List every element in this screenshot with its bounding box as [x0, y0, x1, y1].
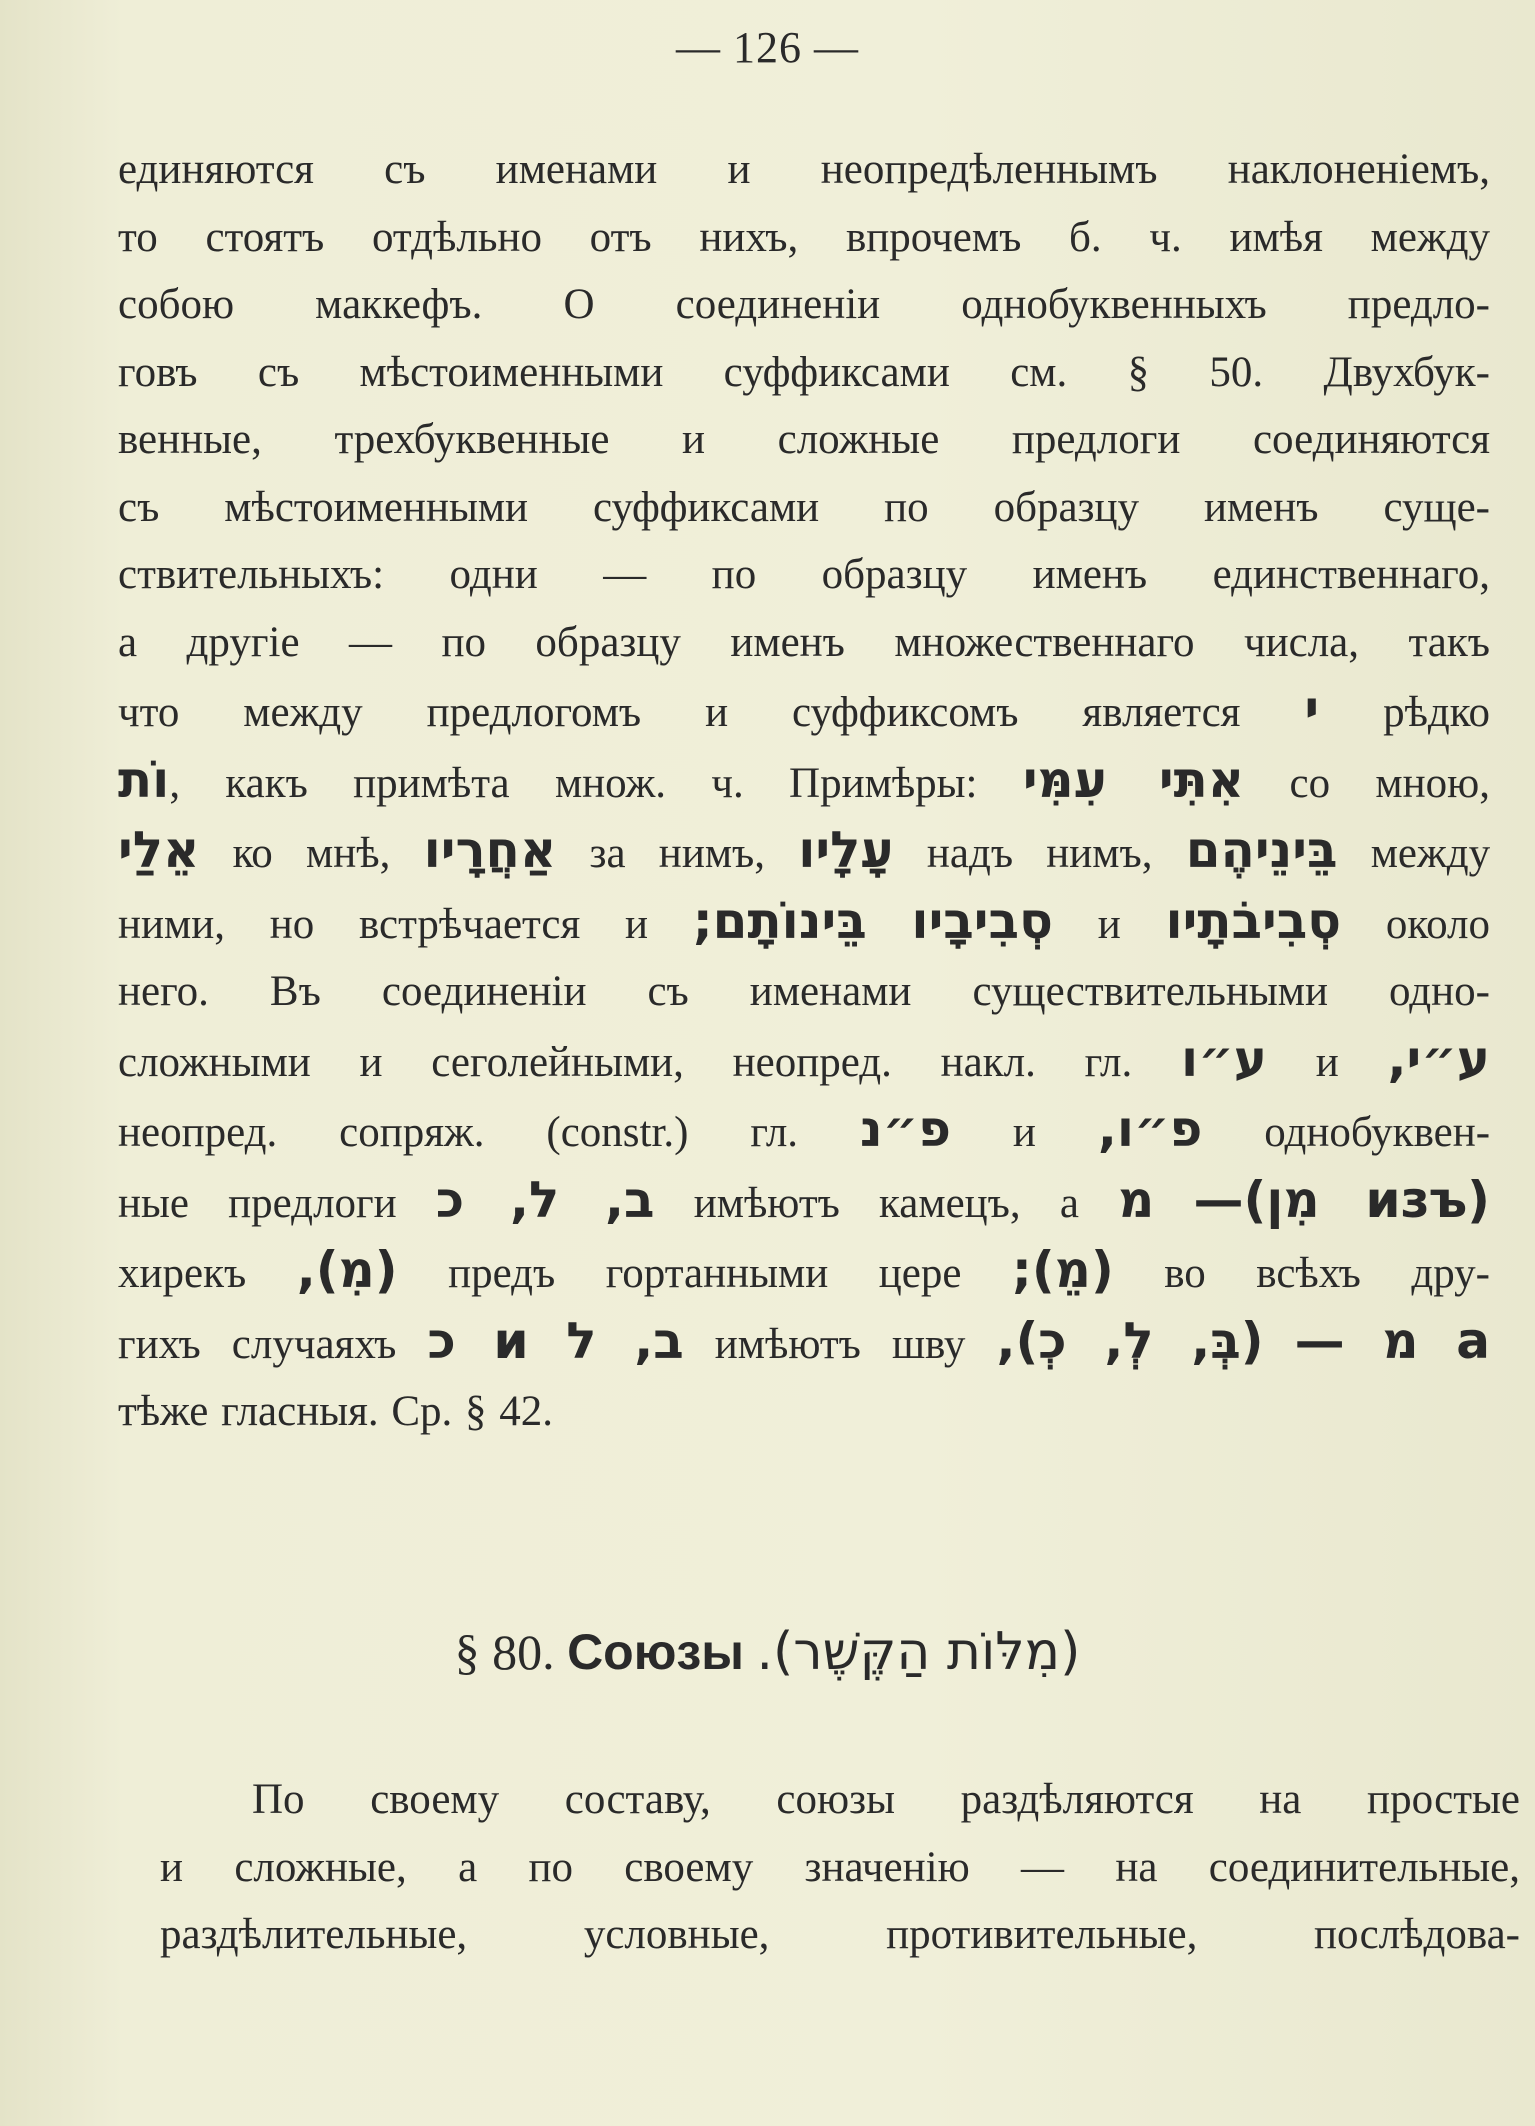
hebrew-min: (изъ מִן)— — [1193, 1170, 1491, 1229]
text-fragment: за нимъ, — [589, 830, 766, 877]
text-fragment: около — [1385, 900, 1490, 948]
text-line: ствительныхъ: одни — по образцу именъ единственнаго, — [118, 551, 1490, 598]
text-fragment: рѣдко — [1383, 689, 1490, 736]
text-fragment: гихъ случаяхъ — [118, 1320, 397, 1368]
text-fragment: имѣютъ камецъ, а — [693, 1179, 1079, 1227]
text-fragment: и — [1315, 1038, 1339, 1086]
text-fragment: ко мнѣ, — [232, 830, 391, 877]
text-fragment: между — [1370, 830, 1491, 877]
hebrew-example: אִתִּי עִמִּי — [1022, 750, 1245, 809]
hebrew-sevivotav: סְבִיבֹתָיו — [1165, 891, 1342, 950]
section-heading — [0, 1622, 1535, 1682]
text-line: него. Въ соединеніи съ именами существительными одно- — [118, 968, 1490, 1015]
text-fragment: имѣютъ шву — [714, 1320, 966, 1368]
hebrew-mem: מ — [1118, 1170, 1155, 1229]
hebrew-yod: י — [1304, 680, 1320, 738]
text-line: венные, трехбуквенные и сложные предлоги соединяются — [118, 416, 1490, 463]
hebrew-beneyhem: בֵּינֵיהֶם — [1185, 821, 1338, 879]
hebrew-pe-nun: פ״נ — [859, 1100, 951, 1158]
hebrew-vav-tav: וֹת — [118, 750, 170, 809]
text-line — [118, 1308, 1490, 1379]
text-line — [118, 1237, 1490, 1308]
text-line: וֹת, какъ примѣта множ. ч. Примѣры: אִתִּי עִמִּי со мною, — [118, 750, 1491, 809]
text-line — [118, 1096, 1490, 1167]
text-line: единяются съ именами и неопредѣленнымъ наклоненіемъ, — [118, 146, 1490, 193]
hebrew-acharav: אַחֲרָיו — [423, 821, 557, 879]
hebrew-benotam: בֵּינוֹתָם; — [692, 891, 867, 950]
text-line: раздѣлительные, условные, противительные, послѣдова- — [160, 1911, 1520, 1958]
hebrew-tsere-mem: (מֵ); — [1011, 1241, 1114, 1299]
text-line: съ мѣстоименными суффиксами по образцу именъ суще- — [118, 483, 1490, 531]
hebrew-hireq-mem: (מִ), — [296, 1241, 398, 1299]
text-fragment: сложными и сеголейными, неопред. накл. гл. — [118, 1038, 1133, 1086]
text-line — [118, 1026, 1490, 1097]
text-line: то стоятъ отдѣльно отъ нихъ, впрочемъ б. ч. имѣя между — [118, 213, 1490, 261]
text-fragment: и — [1097, 900, 1121, 948]
text-fragment: однобуквен- — [1264, 1109, 1491, 1156]
text-line: говъ съ мѣстоименными суффиксами см. § 50. Двухбук- — [118, 348, 1490, 396]
text-line: По своему составу, союзы раздѣляются на простые — [252, 1776, 1520, 1823]
text-line — [118, 676, 1490, 747]
text-fragment: хирекъ — [118, 1250, 247, 1297]
text-line — [118, 817, 1490, 888]
paragraph-conjunctions — [160, 1766, 1520, 1969]
hebrew-ayin-yod: ע״י, — [1387, 1029, 1491, 1088]
text-fragment: со мною, — [1289, 759, 1491, 807]
text-fragment: во всѣхъ дру- — [1164, 1250, 1490, 1297]
text-line — [118, 888, 1490, 959]
text-fragment: ные предлоги — [118, 1179, 397, 1227]
text-line: а другіе — по образцу именъ множественнаго числа, такъ — [118, 618, 1490, 666]
hebrew-sevivav: סְבִיבָיו — [911, 891, 1053, 950]
text-fragment: какъ примѣта множ. ч. Примѣры: — [225, 759, 978, 807]
hebrew-b-l-k: ב, ל и כ — [427, 1311, 684, 1370]
hebrew-shva: (בְּ, לְ, כְ), — [996, 1311, 1264, 1370]
text-line: собою маккефъ. О соединеніи однобуквенныхъ предло- — [118, 281, 1490, 328]
page-number: — 126 — — [676, 23, 859, 72]
hebrew-ayin-vav: ע״ו — [1181, 1029, 1267, 1088]
text-fragment: надъ нимъ, — [926, 830, 1153, 877]
text-fragment: и — [1012, 1109, 1036, 1156]
text-line — [118, 1167, 1490, 1238]
hebrew-elay: אֵלַי — [118, 821, 200, 879]
text-fragment: неопред. сопряж. (constr.) гл. — [118, 1109, 799, 1156]
text-line: и сложные, а по своему значенію — на соединительные, — [160, 1843, 1520, 1891]
hebrew-a-mem: а מ — — [1294, 1311, 1490, 1370]
hebrew-alav: עָלָיו — [798, 821, 894, 879]
text-fragment: ними, но встрѣчается и — [118, 900, 648, 948]
section-hebrew-title: (מִלּוֹת הַקֶּשֶׁר). — [756, 1622, 1081, 1682]
section-number: § 80. — [454, 1624, 555, 1680]
text-line: тѣже гласныя. Ср. § 42. — [118, 1388, 554, 1435]
hebrew-pe-vav: פ״ו, — [1097, 1100, 1203, 1158]
text-fragment: предъ гортанными цере — [448, 1250, 962, 1297]
paragraph-prepositions — [118, 136, 1490, 1446]
hebrew-prepositions: ב, ל, כ — [435, 1170, 655, 1229]
section-title: Союзы — [567, 1624, 744, 1680]
text-fragment: что между предлогомъ и суффиксомъ является — [118, 689, 1241, 736]
